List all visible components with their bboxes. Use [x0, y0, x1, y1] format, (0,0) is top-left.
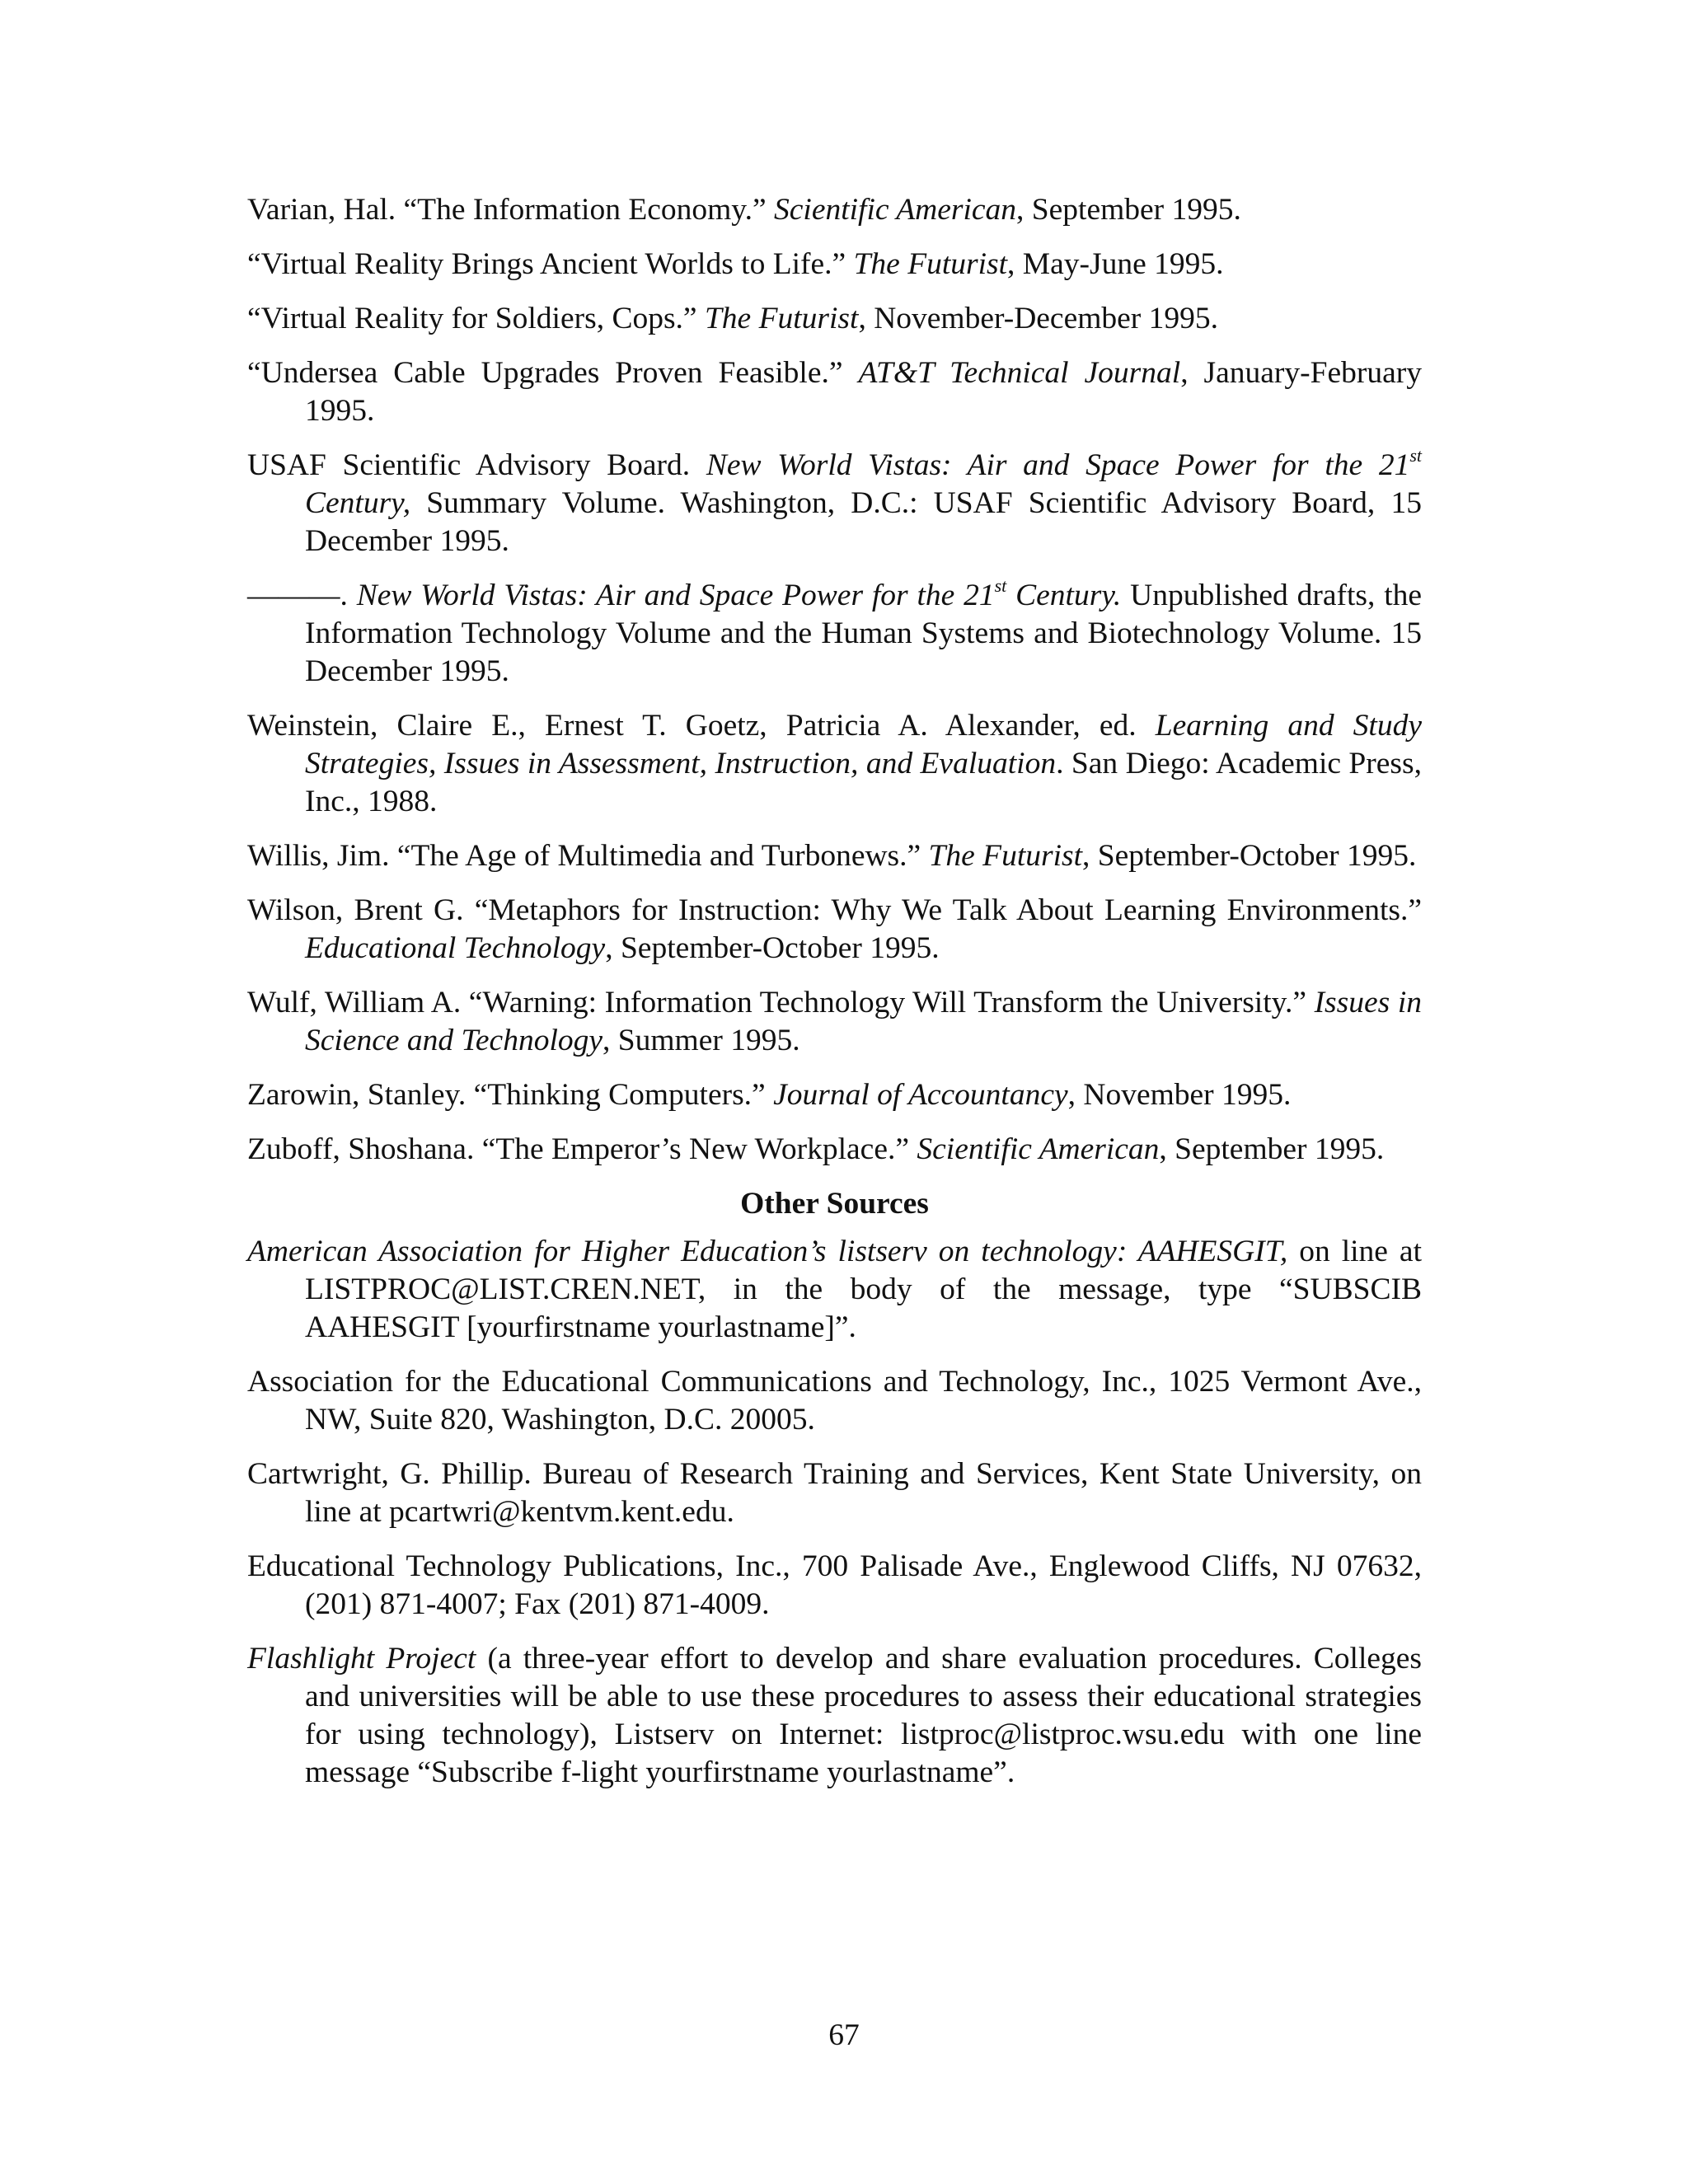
- reference-title: Scientific American: [774, 193, 1017, 227]
- source-entry: [247, 1548, 1422, 1624]
- reference-title: The Futurist: [928, 839, 1083, 873]
- source-entry: [247, 1363, 1422, 1439]
- reference-text: , November 1995.: [1067, 1078, 1292, 1112]
- reference-text: Weinstein, Claire E., Ernest T. Goetz, Patricia A. Alexander, ed.: [247, 709, 1156, 743]
- reference-entry: [247, 1076, 1422, 1114]
- source-entry: [247, 1640, 1422, 1792]
- source-entry: [247, 1455, 1422, 1531]
- source-title: American Association for Higher Education’s listserv on technology: AAHESGIT,: [247, 1235, 1288, 1268]
- reference-text: , September-October 1995.: [1082, 839, 1417, 873]
- source-text: Association for the Educational Communications and Technology, Inc., 1025 Vermont Ave., NW, Suite 820, Washington, D.C. 20005.: [247, 1365, 1422, 1436]
- reference-title: Issues in Science and Technology: [305, 986, 1422, 1057]
- reference-entry: [247, 984, 1422, 1060]
- reference-title: The Futurist: [704, 302, 859, 335]
- reference-title: AT&T Technical Journal: [858, 356, 1181, 390]
- reference-title: Journal of Accountancy: [773, 1078, 1068, 1112]
- reference-text: ———.: [247, 579, 357, 612]
- source-text: Educational Technology Publications, Inc., 700 Palisade Ave., Englewood Cliffs, NJ 07632, (201) 871-4007; Fax (201) 871-4009.: [247, 1549, 1422, 1621]
- reference-text: , September-October 1995.: [605, 931, 940, 965]
- reference-entry: [247, 577, 1422, 691]
- reference-text: , September 1995.: [1159, 1132, 1385, 1166]
- reference-text: Summary Volume. Washington, D.C.: USAF Scientific Advisory Board, 15 December 1995.: [305, 486, 1422, 558]
- reference-entry: [247, 300, 1422, 338]
- reference-text: Wilson, Brent G. “Metaphors for Instruction: Why We Talk About Learning Environments.”: [247, 893, 1422, 927]
- reference-text: “Virtual Reality Brings Ancient Worlds to Life.”: [247, 247, 854, 281]
- reference-text: , November-December 1995.: [858, 302, 1219, 335]
- reference-entry: [247, 892, 1422, 968]
- reference-title: New World Vistas: Air and Space Power for the 21: [706, 448, 1410, 482]
- reference-entry: [247, 191, 1422, 229]
- reference-text: . San Diego: Academic Press, Inc., 1988.: [305, 747, 1422, 818]
- reference-text: “Undersea Cable Upgrades Proven Feasible.”: [247, 356, 859, 390]
- reference-title: Learning and Study Strategies, Issues in Assessment, Instruction, and Evaluation: [305, 709, 1422, 780]
- reference-text: Willis, Jim. “The Age of Multimedia and Turbonews.”: [247, 839, 929, 873]
- section-heading: Other Sources: [740, 1187, 929, 1221]
- reference-entry: [247, 707, 1422, 821]
- reference-text: Unpublished drafts, the Information Technology Volume and the Human Systems and Biotechnology Volume. 15 December 1995.: [305, 579, 1423, 688]
- reference-text: Wulf, William A. “Warning: Information Technology Will Transform the University.”: [247, 986, 1315, 1019]
- reference-title: Scientific American: [917, 1132, 1160, 1166]
- reference-title: New World Vistas: Air and Space Power for the 21: [356, 579, 995, 612]
- reference-entry: [247, 837, 1422, 875]
- reference-text: , September 1995.: [1016, 193, 1241, 227]
- reference-entry: [247, 1131, 1422, 1169]
- superscript: st: [994, 575, 1007, 596]
- reference-text: , January-February 1995.: [305, 356, 1423, 428]
- reference-text: Varian, Hal. “The Information Economy.”: [247, 193, 775, 227]
- source-title: Flashlight Project: [247, 1642, 476, 1675]
- page-number: 67: [828, 2018, 860, 2052]
- source-text: (a three-year effort to develop and share evaluation procedures. Colleges and universities will be able to use these procedures to assess their educational strategies for using technology), Listserv on Internet: listproc@listproc.wsu.edu with one line message “Subscribe f-light yourfirstname yourlastname”.: [305, 1642, 1422, 1789]
- reference-title: Century,: [305, 486, 411, 520]
- reference-entry: [247, 447, 1422, 560]
- source-text: Cartwright, G. Phillip. Bureau of Research Training and Services, Kent State University, on line at pcartwri@kentvm.kent.edu.: [247, 1457, 1422, 1529]
- reference-text: USAF Scientific Advisory Board.: [247, 448, 706, 482]
- reference-entry: [247, 246, 1422, 284]
- source-text: on line at LISTPROC@LIST.CREN.NET, in the body of the message, type “SUBSCIB AAHESGIT [yourfirstname yourlastname]”.: [305, 1235, 1422, 1344]
- reference-title: The Futurist: [853, 247, 1008, 281]
- reference-entry: [247, 354, 1422, 430]
- reference-text: Zuboff, Shoshana. “The Emperor’s New Workplace.”: [247, 1132, 917, 1166]
- reference-text: , Summer 1995.: [603, 1024, 800, 1057]
- reference-text: “Virtual Reality for Soldiers, Cops.”: [247, 302, 705, 335]
- reference-text: , May-June 1995.: [1007, 247, 1224, 281]
- reference-title: Educational Technology: [305, 931, 606, 965]
- reference-title: Century.: [1006, 579, 1122, 612]
- source-entry: [247, 1233, 1422, 1347]
- superscript: st: [1409, 445, 1423, 466]
- reference-text: Zarowin, Stanley. “Thinking Computers.”: [247, 1078, 774, 1112]
- bibliography-page: [247, 191, 1422, 1808]
